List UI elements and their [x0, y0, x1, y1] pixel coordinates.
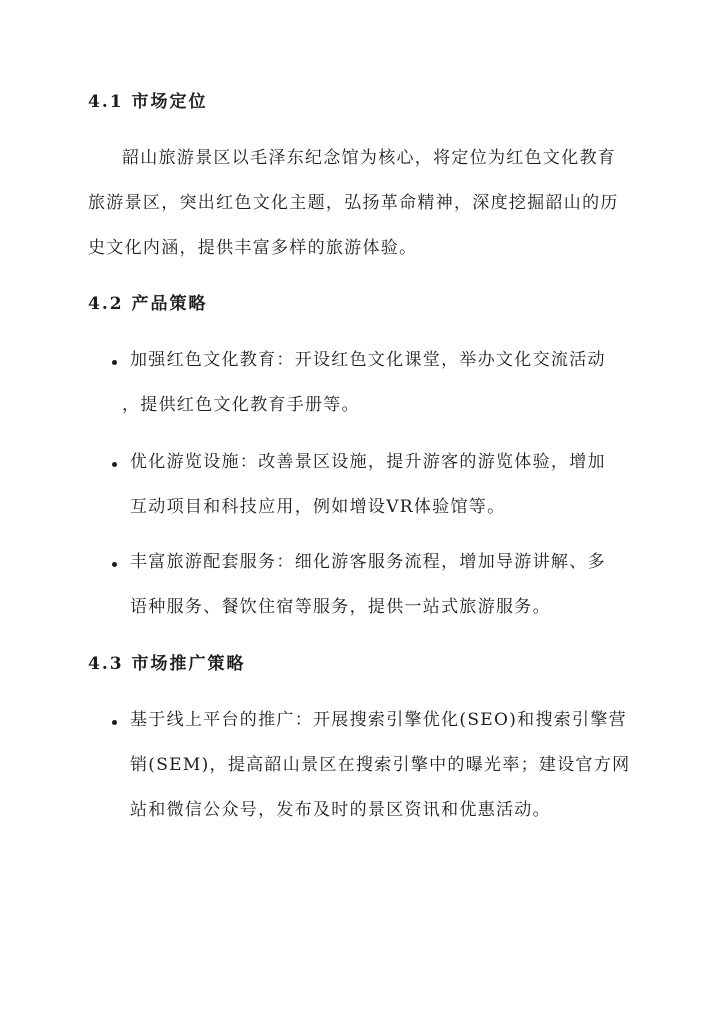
section-heading-marketing-strategy: 4.3 市场推广策略 — [88, 654, 246, 674]
bullet-icon — [112, 462, 117, 467]
paragraph-line: 旅游景区，突出红色文化主题，弘扬革命精神，深度挖掘韶山的历 — [88, 193, 619, 213]
section-heading-market-positioning: 4.1 市场定位 — [88, 92, 208, 112]
bullet-icon — [112, 720, 117, 725]
paragraph-line: 史文化内涵，提供丰富多样的旅游体验。 — [88, 238, 418, 258]
paragraph-line: 韶山旅游景区以毛泽东纪念馆为核心，将定位为红色文化教育 — [122, 148, 617, 168]
bullet-line: 语种服务、餐饮住宿等服务，提供一站式旅游服务。 — [130, 597, 551, 617]
bullet-line: 丰富旅游配套服务：细化游客服务流程，增加导游讲解、多 — [130, 552, 606, 572]
bullet-icon — [112, 360, 117, 365]
bullet-line: ，提供红色文化教育手册等。 — [122, 395, 360, 415]
bullet-line: 优化游览设施：改善景区设施，提升游客的游览体验，增加 — [130, 452, 606, 472]
bullet-line: 基于线上平台的推广：开展搜索引擎优化(SEO)和搜索引擎营 — [130, 710, 627, 730]
bullet-line: 加强红色文化教育：开设红色文化课堂，举办文化交流活动 — [130, 350, 606, 370]
bullet-icon — [112, 562, 117, 567]
section-heading-product-strategy: 4.2 产品策略 — [88, 294, 208, 314]
bullet-line: 站和微信公众号，发布及时的景区资讯和优惠活动。 — [130, 800, 551, 820]
bullet-line: 销(SEM)，提高韶山景区在搜索引擎中的曝光率；建设官方网 — [130, 755, 631, 775]
bullet-line: 互动项目和科技应用，例如增设VR体验馆等。 — [130, 497, 506, 517]
